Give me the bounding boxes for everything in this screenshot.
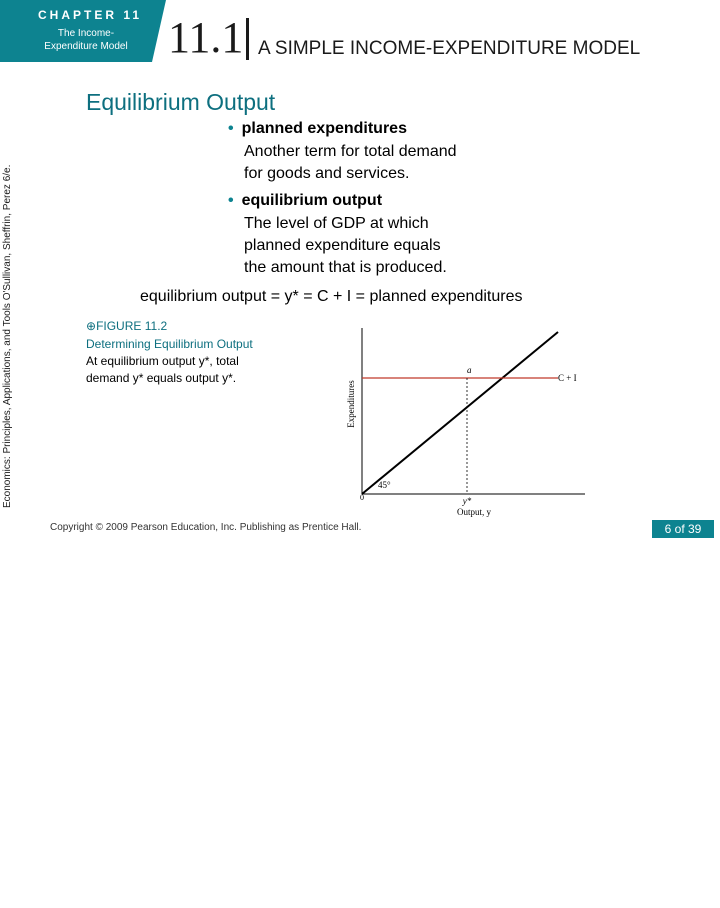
figure-name: Determining Equilibrium Output xyxy=(86,337,253,351)
caption-line: At equilibrium output y*, total xyxy=(86,354,239,368)
term-label: equilibrium output xyxy=(241,192,383,209)
definition-line: for goods and services. xyxy=(244,165,410,182)
chapter-subtitle: The Income-Expenditure Model xyxy=(44,28,128,52)
book-sidebar xyxy=(2,164,13,908)
sidebar-text: Economics: Principles, Applications, and Tools O'Sullivan, Sheffrin, Perez 6/e. xyxy=(2,164,13,508)
angle-label: 45° xyxy=(378,480,391,490)
term-equilibrium-output xyxy=(228,192,382,210)
definition-line: the amount that is produced. xyxy=(244,259,447,276)
section-number: 11.1 xyxy=(168,13,244,62)
caption-line: demand y* equals output y*. xyxy=(86,371,237,385)
figure-icon: ⊕ xyxy=(86,319,97,333)
point-label: a xyxy=(467,365,472,375)
figure-title xyxy=(86,317,253,353)
copyright-footer: Copyright © 2009 Pearson Education, Inc. Publishing as Prentice Hall. xyxy=(50,522,362,533)
origin-label: 0 xyxy=(360,493,364,502)
section-title: A SIMPLE INCOME-EXPENDITURE MODEL xyxy=(258,38,641,59)
equilibrium-equation: equilibrium output = y* = C + I = planned expenditures xyxy=(140,288,523,305)
definition-line: The level of GDP at which xyxy=(244,215,429,232)
definition-line: Another term for total demand xyxy=(244,143,457,160)
term-label: planned expenditures xyxy=(241,120,407,137)
y-axis-label: Expenditures xyxy=(346,380,356,428)
ci-label: C + I xyxy=(558,373,577,383)
ystar-label: y* xyxy=(462,496,472,506)
chapter-banner xyxy=(0,0,152,62)
x-axis-label: Output, y xyxy=(456,507,492,517)
figure-number: ⊕FIGURE 11.2 xyxy=(86,319,168,333)
page-indicator: 6 of 39 xyxy=(652,520,714,538)
figure-caption xyxy=(86,353,296,387)
definition-equilibrium-output xyxy=(244,213,447,279)
definition-line: planned expenditure equals xyxy=(244,237,441,254)
slide-heading: Equilibrium Output xyxy=(86,89,276,115)
bullet-icon: • xyxy=(228,120,234,137)
section-divider xyxy=(246,18,249,60)
definition-planned-expenditures xyxy=(244,141,457,185)
bullet-icon: • xyxy=(228,192,234,209)
term-planned-expenditures xyxy=(228,120,407,138)
equilibrium-figure xyxy=(340,318,590,518)
chapter-label: CHAPTER 11 xyxy=(38,8,143,22)
